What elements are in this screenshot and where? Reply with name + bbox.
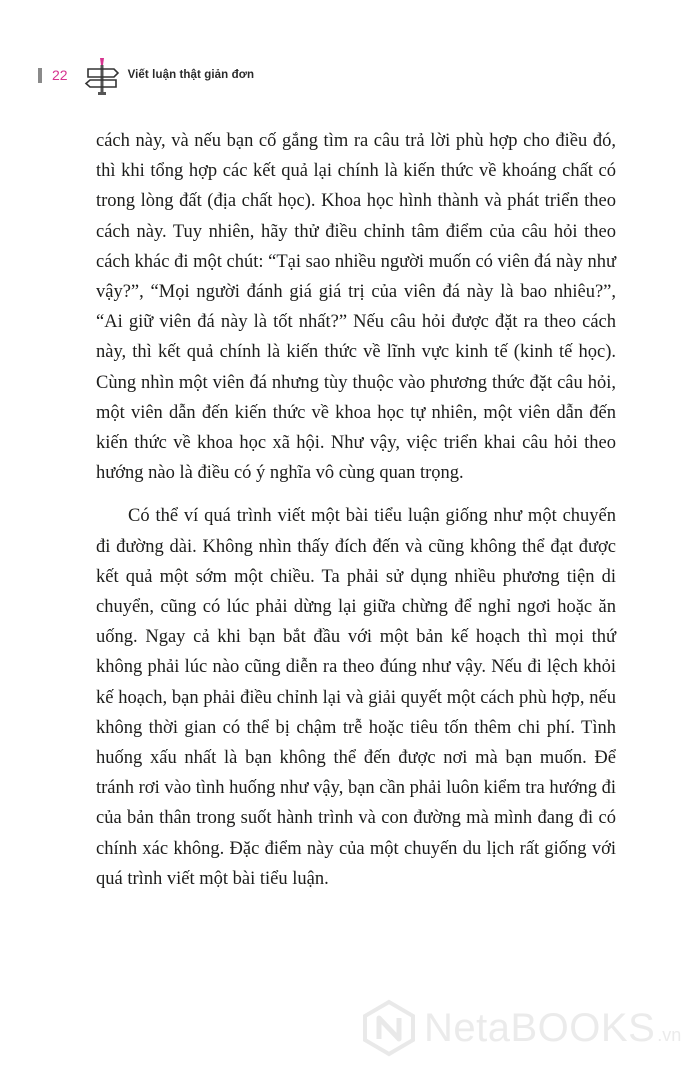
page-number-bar [38,68,42,83]
watermark-text: NetaBOOKS [424,1005,656,1050]
watermark [360,996,690,1060]
body-text [96,126,616,894]
signpost-icon [84,56,120,96]
page-header [38,58,254,92]
paragraph: Có thể ví quá trình viết một bài tiểu luận giống như một chuyến đi đường dài. Không nhìn thấy đích đến và cũng không thể đạt được kết quả một sớm một chiều. Ta phải sử dụng nhiều phương tiện di chuyển, cũng có lúc phải dừng lại giữa chừng để nghỉ ngơi hoặc ăn uống. Ngay cả khi bạn bắt đầu với một bản kế hoạch thì mọi thứ không phải lúc nào cũng diễn ra theo đúng như vậy. Nếu đi lệch khỏi kế hoạch, bạn phải điều chỉnh lại và giải quyết một cách phù hợp, nếu không thời gian có thể bị chậm trễ hoặc tiêu tốn thêm chi phí. Tình huống xấu nhất là bạn không thể đến được nơi mà bạn muốn. Để tránh rơi vào tình huống như vậy, bạn cần phải luôn kiểm tra hướng đi của bản thân trong suốt hành trình và con đường mà mình đang đi có chính xác không. Đặc điểm này của một chuyến du lịch rất giống với quá trình viết một bài tiểu luận. [96,506,616,889]
paragraph: cách này, và nếu bạn cố gắng tìm ra câu trả lời phù hợp cho điều đó, thì khi tổng hợp các kết quả lại chính là kiến thức về khoáng chất có trong lòng đất (địa chất học). Khoa học hình thành và phát triển theo cách này. Tuy nhiên, hãy thử điều chỉnh tâm điểm của câu hỏi theo cách khác đi một chút: “Tại sao nhiều người muốn có viên đá này như vậy?”, “Mọi người đánh giá giá trị của viên đá này là bao nhiêu?”, “Ai giữ viên đá này là tốt nhất?” Nếu câu hỏi được đặt ra theo cách này, thì kết quả chính là kiến thức về lĩnh vực kinh tế (kinh tế học). Cùng nhìn một viên đá nhưng tùy thuộc vào phương thức đặt câu hỏi, một viên dẫn đến kiến thức về khoa học tự nhiên, một viên dẫn đến kiến thức về khoa học xã hội. Như vậy, việc triển khai câu hỏi theo hướng nào là điều có ý nghĩa vô cùng quan trọng. [96,131,616,484]
running-title: Viết luận thật giản đơn [127,69,255,81]
page-number: 22 [52,67,68,83]
watermark-suffix: .vn [657,1024,682,1045]
netabooks-logo-icon [360,999,418,1057]
